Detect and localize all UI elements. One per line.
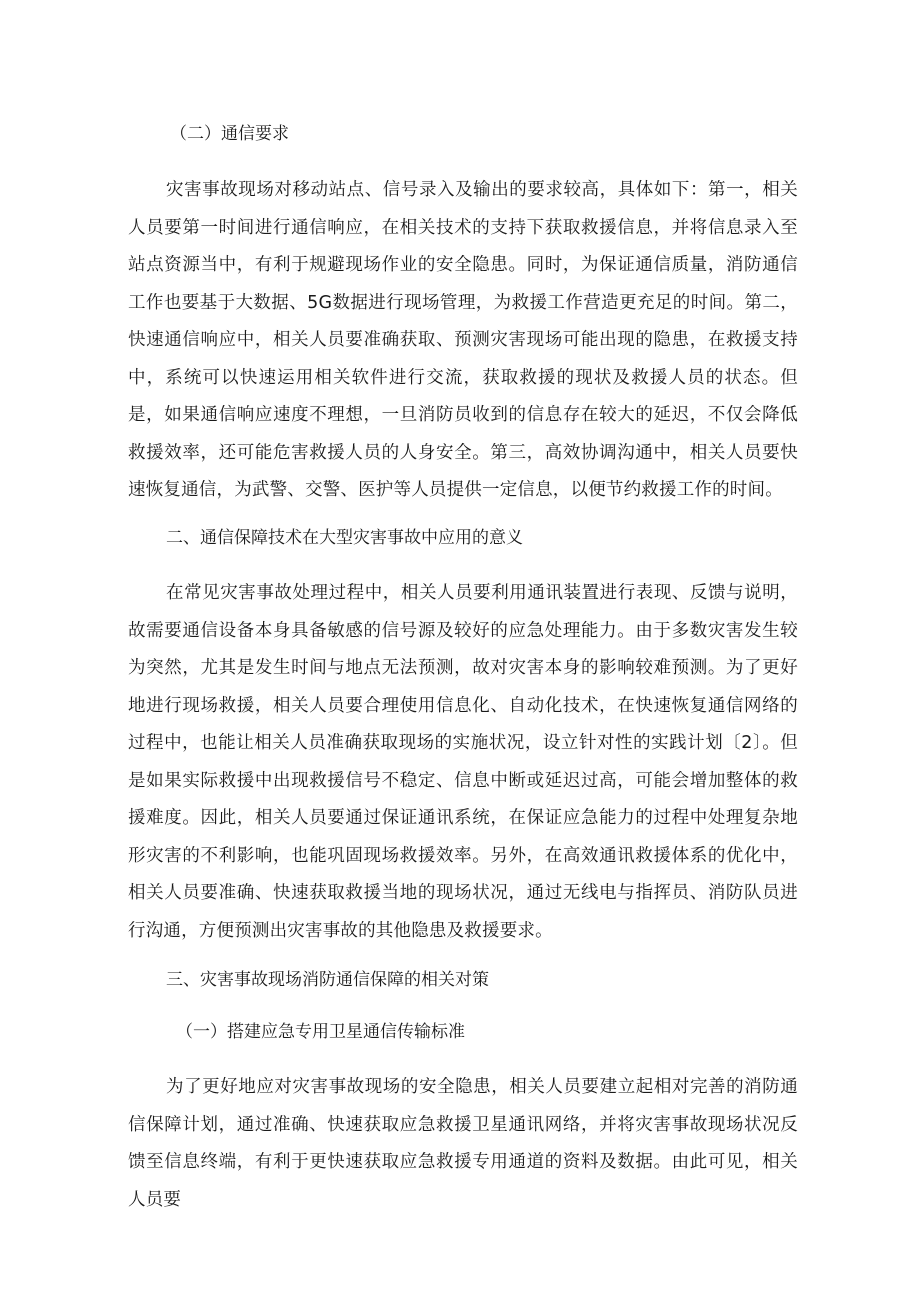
section-heading-countermeasures: 三、灾害事故现场消防通信保障的相关对策 [166, 970, 489, 990]
section-heading-communication-requirements: （二）通信要求 [170, 124, 289, 144]
paragraph-satellite-standard: 为了更好地应对灾害事故现场的安全隐患，相关人员要建立起相对完善的消防通信保障计划，通过准确、快速获取应急救援卫星通讯网络，并将灾害事故现场状况反馈至信息终端，有利于更快速获取应急救援专用通道的资料及数据。由此可见，相关人员要 [128, 1077, 798, 1210]
section-heading-satellite-standard: （一）搭建应急专用卫星通信传输标准 [176, 1022, 465, 1042]
paragraph-communication-requirements: 灾害事故现场对移动站点、信号录入及输出的要求较高，具体如下：第一，相关人员要第一时间进行通信响应，在相关技术的支持下获取救援信息，并将信息录入至站点资源当中，有利于规避现场作业的安全隐患。同时，为保证通信质量，消防通信工作也要基于大数据、5G数据进行现场管理，为救援工作营造更充足的时间。第二，快速通信响应中，相关人员要准确获取、预测灾害现场可能出现的隐患，在救援支持中，系统可以快速运用相关软件进行交流，获取救援的现状及救援人员的状态。但是，如果通信响应速度不理想，一旦消防员收到的信息存在较大的延迟，不仅会降低救援效率，还可能危害救援人员的人身安全。第三，高效协调沟通中，相关人员要快速恢复通信，为武警、交警、医护等人员提供一定信息，以便节约救援工作的时间。 [128, 180, 798, 500]
section-heading-significance: 二、通信保障技术在大型灾害事故中应用的意义 [166, 528, 523, 548]
paragraph-significance: 在常见灾害事故处理过程中，相关人员要利用通讯装置进行表现、反馈与说明，故需要通信设备本身具备敏感的信号源及较好的应急处理能力。由于多数灾害发生较为突然，尤其是发生时间与地点无法预测，故对灾害本身的影响较难预测。为了更好地进行现场救援，相关人员要合理使用信息化、自动化技术，在快速恢复通信网络的过程中，也能让相关人员准确获取现场的实施状况，设立针对性的实践计划〔2〕。但是如果实际救援中出现救援信号不稳定、信息中断或延迟过高，可能会增加整体的救援难度。因此，相关人员要通过保证通讯系统，在保证应急能力的过程中处理复杂地形灾害的不利影响，也能巩固现场救援效率。另外，在高效通讯救援体系的优化中，相关人员要准确、快速获取救援当地的现场状况，通过无线电与指挥员、消防队员进行沟通，方便预测出灾害事故的其他隐患及救援要求。 [128, 583, 798, 941]
